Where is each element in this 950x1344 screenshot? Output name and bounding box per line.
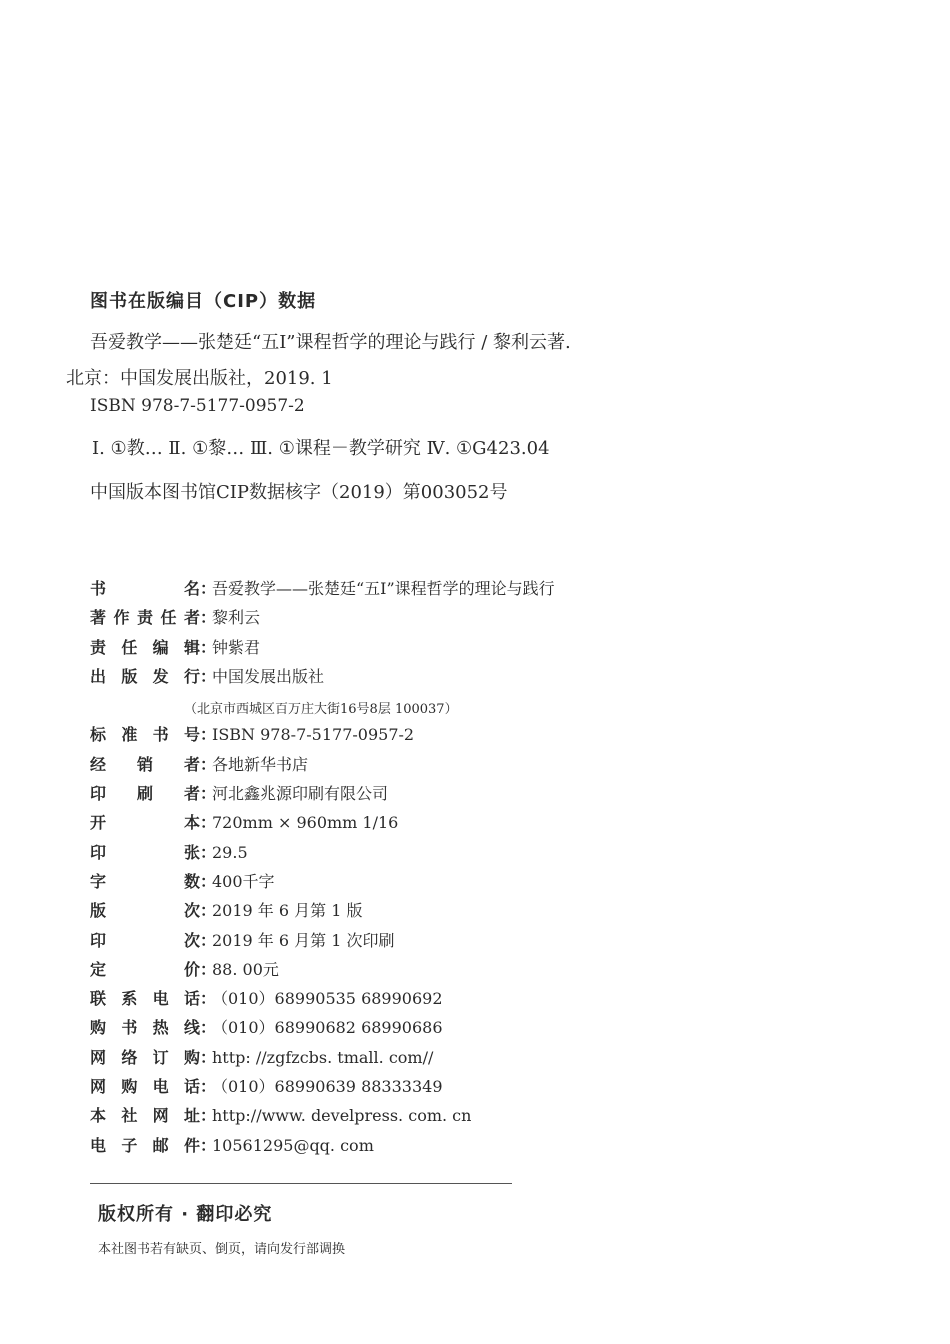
info-label-char: 出 [90, 666, 107, 686]
info-value: 吾爱教学——张楚廷“五I”课程哲学的理论与践行 [212, 579, 555, 598]
info-value: 黎利云 [212, 608, 261, 628]
info-label [90, 1045, 200, 1068]
info-label-char: 名 [183, 579, 200, 598]
info-value: 29.5 [212, 842, 248, 862]
info-row [90, 1103, 690, 1132]
info-label-char: 作 [113, 608, 130, 628]
publication-info-table [90, 576, 690, 1162]
info-label-char: 责 [136, 608, 153, 628]
info-value: http://www. develpress. com. cn [212, 1106, 472, 1126]
info-label-char: 社 [121, 1106, 138, 1126]
cip-publisher-line: 北京：中国发展出版社，2019. 1 [66, 368, 333, 389]
info-value: 400千字 [212, 871, 275, 891]
info-label-char: 行 [183, 666, 200, 686]
info-row [90, 1015, 690, 1044]
info-colon: ： [200, 989, 217, 1009]
info-colon: ： [200, 871, 217, 891]
info-label-char: 购 [90, 1018, 107, 1038]
info-label-char: 辑 [183, 637, 200, 657]
info-colon: ： [200, 579, 217, 598]
info-label-char: 者 [183, 784, 200, 804]
info-value: 中国发展出版社 [212, 666, 325, 686]
info-row [90, 635, 690, 664]
info-row [90, 957, 690, 986]
info-label-char: 任 [160, 608, 177, 628]
replacement-notice: 本社图书若有缺页、倒页，请向发行部调换 [98, 1242, 346, 1257]
info-label [90, 898, 200, 921]
info-label-char: 准 [121, 725, 138, 745]
info-label [90, 664, 200, 687]
info-label-char: 价 [183, 959, 200, 979]
info-label-char: 购 [183, 1047, 200, 1067]
info-label-char: 络 [121, 1047, 138, 1067]
info-label [90, 810, 200, 833]
divider [90, 1183, 512, 1184]
info-colon: ： [200, 1077, 217, 1097]
info-label-char: 发 [152, 666, 169, 686]
info-colon: ： [200, 784, 217, 804]
rights-reserved: 版权所有 · 翻印必究 [98, 1204, 273, 1225]
info-row [90, 722, 690, 751]
info-value: http: //zgfzcbs. tmall. com// [212, 1047, 434, 1067]
info-label [90, 1074, 200, 1097]
info-label-char: 经 [90, 754, 107, 774]
info-label-char: 电 [90, 1135, 107, 1155]
info-value: 2019 年 6 月第 1 次印刷 [212, 930, 395, 950]
info-label [90, 1133, 200, 1156]
publisher-address: （北京市西城区百万庄大街16号8层 100037） [184, 702, 458, 717]
info-label-char: 网 [152, 1106, 169, 1126]
info-label-char: 印 [90, 784, 107, 804]
info-label-char: 联 [90, 989, 107, 1009]
info-value: （010）68990682 68990686 [212, 1018, 443, 1038]
cip-heading: 图书在版编目（CIP）数据 [90, 291, 317, 312]
info-colon: ： [200, 959, 217, 979]
info-row [90, 869, 690, 898]
info-label-char: 责 [90, 637, 107, 657]
info-colon: ： [200, 930, 217, 950]
cip-record-number: 中国版本图书馆CIP数据核字（2019）第003052号 [90, 482, 508, 503]
info-row [90, 576, 690, 605]
info-label-char: 网 [90, 1077, 107, 1097]
info-colon: ： [200, 725, 217, 745]
info-label-char: 书 [121, 1018, 138, 1038]
info-colon: ： [200, 1018, 217, 1038]
info-label-char: 版 [121, 666, 138, 686]
info-colon: ： [200, 813, 217, 833]
info-value: ISBN 978-7-5177-0957-2 [212, 725, 415, 745]
info-label-char: 编 [152, 637, 169, 657]
info-label-char: 子 [121, 1135, 138, 1155]
info-label-char: 定 [90, 959, 107, 979]
info-row [90, 1133, 690, 1162]
info-label-char: 次 [183, 901, 200, 921]
info-label-char: 电 [152, 989, 169, 1009]
info-label [90, 840, 200, 863]
info-label-char: 次 [183, 930, 200, 950]
info-label-char: 开 [90, 813, 107, 833]
info-row [90, 1045, 690, 1074]
info-value: 钟紫君 [212, 637, 261, 657]
info-label-char: 电 [152, 1077, 169, 1097]
info-row [90, 664, 690, 693]
info-label [90, 635, 200, 658]
info-colon: ： [200, 842, 217, 862]
info-label-char: 者 [183, 754, 200, 774]
info-row [90, 898, 690, 927]
info-label-char: 版 [90, 901, 107, 921]
info-label [90, 722, 200, 745]
info-label [90, 928, 200, 951]
cip-isbn-line: ISBN 978-7-5177-0957-2 [90, 396, 305, 416]
info-label [90, 869, 200, 892]
info-label [90, 781, 200, 804]
info-label-char: 话 [183, 1077, 200, 1097]
info-label [90, 1103, 200, 1126]
info-row [90, 781, 690, 810]
info-colon: ： [200, 1135, 217, 1155]
info-label-char: 印 [90, 930, 107, 950]
info-colon: ： [200, 666, 217, 686]
info-label-char: 销 [136, 754, 153, 774]
info-value: 720mm × 960mm 1/16 [212, 813, 399, 833]
info-label-char: 书 [90, 579, 107, 598]
info-label-char: 刷 [136, 784, 153, 804]
info-label [90, 752, 200, 775]
info-label-char: 邮 [152, 1135, 169, 1155]
info-colon: ： [200, 608, 217, 628]
cip-classification-line: Ⅰ. ①教… Ⅱ. ①黎… Ⅲ. ①课程－教学研究 Ⅳ. ①G423.04 [92, 438, 550, 459]
info-label-char: 本 [90, 1106, 107, 1126]
info-colon: ： [200, 1047, 217, 1067]
info-label-char: 书 [152, 725, 169, 745]
info-label-char: 话 [183, 989, 200, 1009]
info-label-char: 本 [183, 813, 200, 833]
info-value: 10561295@qq. com [212, 1135, 374, 1155]
info-colon: ： [200, 637, 217, 657]
info-label-char: 数 [183, 871, 200, 891]
info-row [90, 1074, 690, 1103]
info-label-char: 件 [183, 1135, 200, 1155]
info-label-char: 热 [152, 1018, 169, 1038]
info-colon: ： [200, 901, 217, 921]
info-colon: ： [200, 754, 217, 774]
cip-title-line: 吾爱教学——张楚廷“五I”课程哲学的理论与践行 / 黎利云著. [90, 332, 571, 353]
info-label-char: 字 [90, 871, 107, 891]
info-label-char: 标 [90, 725, 107, 745]
info-label-char: 张 [183, 842, 200, 862]
info-value: 2019 年 6 月第 1 版 [212, 901, 363, 921]
info-label [90, 1015, 200, 1038]
info-label-char: 号 [183, 725, 200, 745]
info-value: 各地新华书店 [212, 754, 309, 774]
info-row [90, 810, 690, 839]
info-label-char: 址 [183, 1106, 200, 1126]
info-row [90, 928, 690, 957]
info-label-char: 著 [90, 608, 107, 628]
info-row [90, 605, 690, 634]
info-label-char: 购 [121, 1077, 138, 1097]
info-label [90, 957, 200, 980]
info-value: （010）68990535 68990692 [212, 989, 443, 1009]
info-label-char: 网 [90, 1047, 107, 1067]
info-label [90, 605, 200, 628]
info-label-char: 系 [121, 989, 138, 1009]
info-value: 河北鑫兆源印刷有限公司 [212, 784, 389, 804]
info-label-char: 者 [183, 608, 200, 628]
info-label-char: 线 [183, 1018, 200, 1038]
info-label [90, 986, 200, 1009]
info-value: （010）68990639 88333349 [212, 1077, 443, 1097]
info-row [90, 986, 690, 1015]
info-colon: ： [200, 1106, 217, 1126]
info-row [90, 752, 690, 781]
info-label-char: 任 [121, 637, 138, 657]
info-row [90, 840, 690, 869]
info-value: 88. 00元 [212, 959, 279, 979]
info-label-char: 订 [152, 1047, 169, 1067]
info-label [90, 576, 200, 599]
info-label-char: 印 [90, 842, 107, 862]
